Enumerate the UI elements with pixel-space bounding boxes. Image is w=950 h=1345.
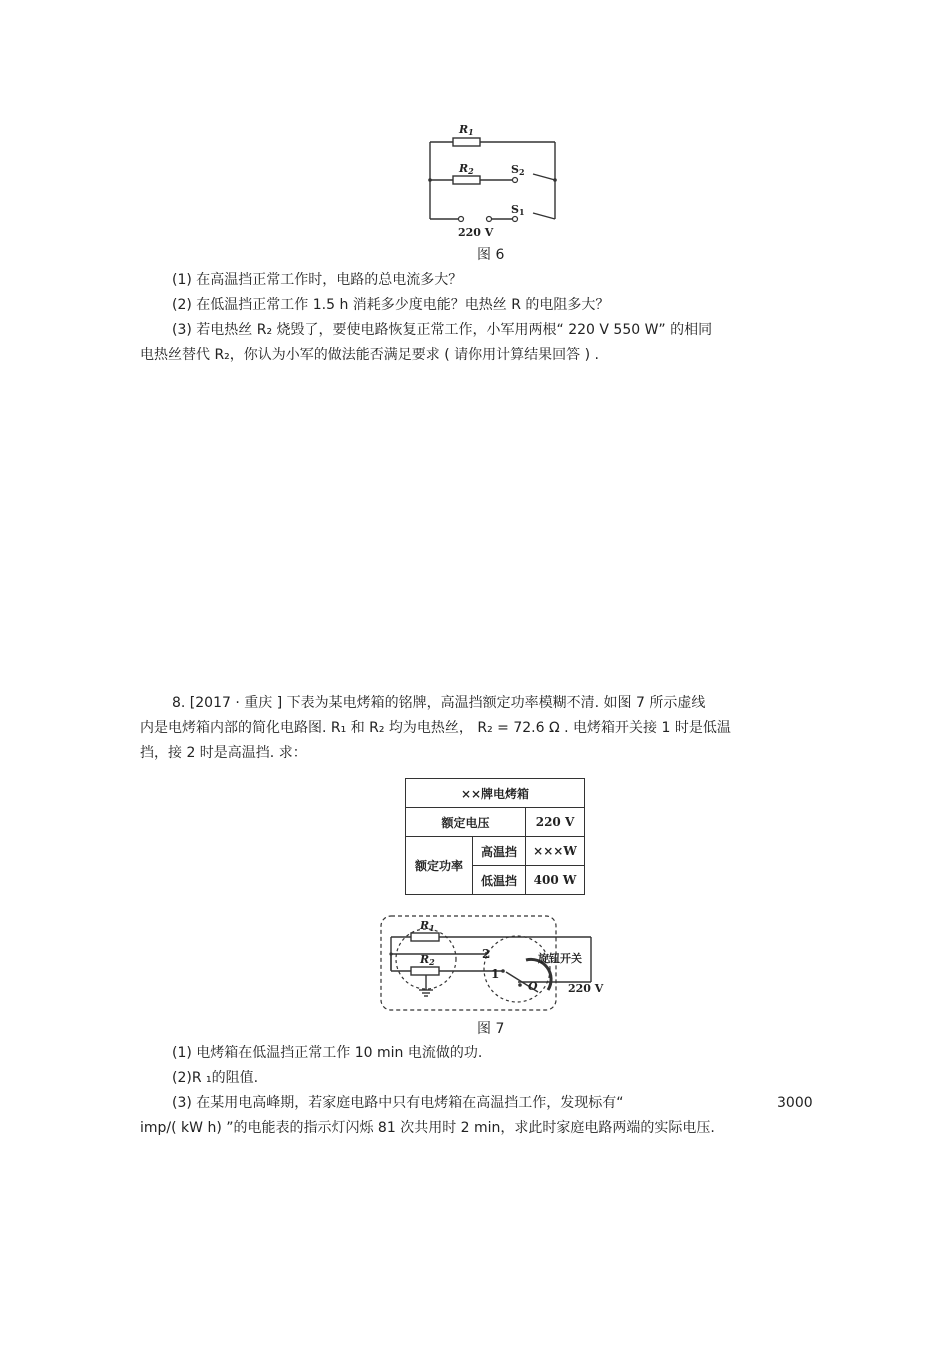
s2-contact: [513, 178, 518, 183]
q8-part3-line2: imp/( kW h) ”的电能表的指示灯闪烁 81 次共用时 2 min，求此时家庭电路两端的实际电压.: [140, 1120, 715, 1136]
rated-voltage-value: 220 V: [526, 808, 585, 837]
q8-line2: 内是电烤箱内部的简化电路图. R₁ 和 R₂ 均为电热丝， R₂ = 72.6 Ω . 电烤箱开关接 1 时是低温: [140, 720, 731, 736]
svg-text:R2: R2: [459, 162, 474, 176]
high-gear-value: ×××W: [526, 837, 585, 866]
q8-part3-line1: (3) 在某用电高峰期，若家庭电路中只有电烤箱在高温挡工作，发现标有“: [172, 1095, 624, 1111]
low-gear-label: 低温挡: [473, 866, 526, 895]
q7-part1: (1) 在高温挡正常工作时，电路的总电流多大？: [172, 272, 463, 288]
figure-7-circuit: [378, 912, 610, 1014]
high-gear-label: 高温挡: [473, 837, 526, 866]
q7-part3-line2: 电热丝替代 R₂，你认为小军的做法能否满足要求 ( 请你用计算结果回答 ) .: [140, 347, 599, 363]
q8-part2: (2)R ₁的阻值.: [172, 1070, 259, 1086]
q7-part3-line1: (3) 若电热丝 R₂ 烧毁了，要使电路恢复正常工作，小军用两根“ 220 V 550 W” 的相同: [172, 322, 713, 338]
q7-part2: (2) 在低温挡正常工作 1.5 h 消耗多少度电能？电热丝 R 的电阻多大？: [172, 297, 610, 313]
nameplate-title: ××牌电烤箱: [406, 779, 585, 808]
svg-text:220 V: 220 V: [568, 982, 604, 995]
figure-6-caption: 图 6: [477, 247, 505, 263]
q8-line3: 挡，接 2 时是高温挡. 求：: [140, 745, 307, 761]
svg-text:S1: S1: [511, 203, 525, 217]
rated-power-label: 额定功率: [406, 837, 473, 895]
q8-part1: (1) 电烤箱在低温挡正常工作 10 min 电流做的功.: [172, 1045, 483, 1061]
svg-text:S2: S2: [511, 163, 525, 177]
rated-voltage-label: 额定电压: [406, 808, 526, 837]
r1-resistor: [411, 933, 439, 941]
figure-7-caption: 图 7: [477, 1021, 505, 1037]
terminal-left: [459, 217, 464, 222]
figure-6-circuit: [420, 118, 565, 243]
oven-nameplate-table: [405, 778, 585, 895]
r1-resistor: [453, 138, 480, 146]
svg-text:R2: R2: [420, 953, 435, 967]
svg-text:R1: R1: [459, 123, 474, 137]
svg-text:R1: R1: [420, 919, 435, 933]
r2-resistor: [411, 967, 439, 975]
svg-text:1: 1: [491, 967, 500, 981]
svg-text:旋钮开关: 旋钮开关: [538, 952, 582, 965]
q8-line1: 8. [2017 · 重庆 ] 下表为某电烤箱的铭牌，高温挡额定功率模糊不清. 如图 7 所示虚线: [172, 695, 706, 711]
s1-contact: [513, 217, 518, 222]
q8-part3-line1-end: 3000: [777, 1095, 813, 1111]
svg-text:O: O: [528, 980, 538, 993]
dashed-enclosure: [381, 916, 556, 1010]
terminal-right: [487, 217, 492, 222]
r2-resistor: [453, 176, 480, 184]
low-gear-value: 400 W: [526, 866, 585, 895]
svg-text:2: 2: [482, 947, 491, 961]
svg-text:220 V: 220 V: [458, 226, 494, 239]
